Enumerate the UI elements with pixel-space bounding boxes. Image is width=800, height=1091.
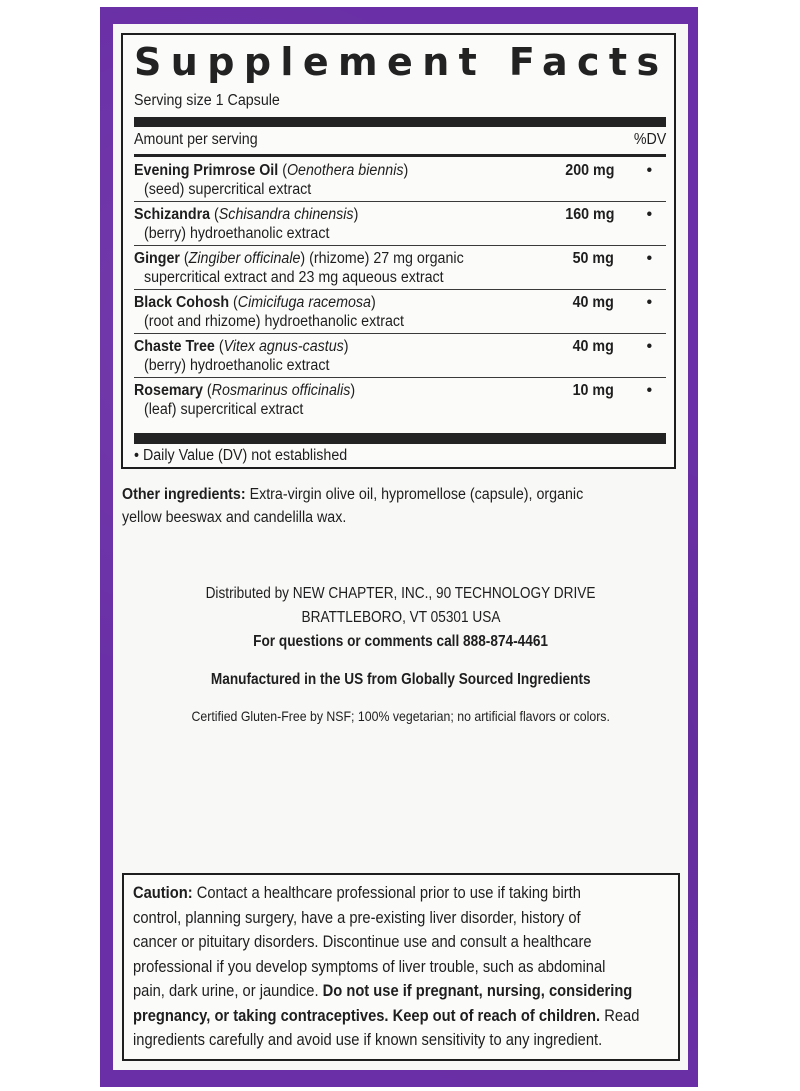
ingredient-dv: • <box>646 338 652 355</box>
divider-thick <box>134 117 666 127</box>
ingredient-dv: • <box>646 206 652 223</box>
ingredient-amount: 40 mg <box>572 294 614 311</box>
distributor-city: BRATTLEBORO, VT 05301 USA <box>301 609 500 626</box>
ingredient-name: Evening Primrose Oil <box>134 162 279 179</box>
other-ingredients <box>122 483 692 529</box>
ingredient-amount: 50 mg <box>572 250 614 267</box>
ingredient-desc: (seed) supercritical extract <box>144 181 312 198</box>
table-row: Evening Primrose Oil (Oenothera biennis) (seed) supercritical extract 200 mg • <box>134 158 666 202</box>
caution-line: Contact a healthcare professional prior to use if taking birth <box>192 883 581 902</box>
ingredient-latin: Schisandra chinensis <box>218 206 354 223</box>
ingredient-name: Black Cohosh <box>134 294 230 311</box>
table-row: Black Cohosh (Cimicifuga racemosa) (root and rhizome) hydroethanolic extract 40 mg • <box>134 290 666 334</box>
supplement-facts-table <box>121 33 676 469</box>
caution-line: control, planning surgery, have a pre-existing liver disorder, history of <box>133 907 581 927</box>
ingredient-amount: 40 mg <box>572 338 614 355</box>
ingredient-latin: Oenothera biennis <box>286 162 404 179</box>
ingredient-amount: 160 mg <box>564 206 614 223</box>
ingredient-name: Schizandra <box>134 206 211 223</box>
caution-text <box>133 881 673 1053</box>
divider-medium <box>134 154 666 157</box>
ingredient-name: Chaste Tree <box>134 338 215 355</box>
distributor-name: Distributed by NEW CHAPTER, INC., 90 TECHNOLOGY DRIVE <box>205 585 596 602</box>
other-ingredients-text: yellow beeswax and candelilla wax. <box>122 509 347 526</box>
divider-thick <box>134 433 666 444</box>
manufactured-line <box>113 670 688 690</box>
ingredient-amount: 10 mg <box>572 382 614 399</box>
contact-phone: For questions or comments call 888-874-4461 <box>253 633 548 650</box>
table-row: Schizandra (Schisandra chinensis) (berry) hydroethanolic extract 160 mg • <box>134 202 666 246</box>
caution-line: professional if you develop symptoms of liver trouble, such as abdominal <box>133 956 606 976</box>
other-ingredients-text: Extra-virgin olive oil, hypromellose (capsule), organic <box>245 486 584 503</box>
ingredient-desc: (root and rhizome) hydroethanolic extract <box>144 313 404 330</box>
serving-size: Serving size 1 Capsule <box>134 92 280 109</box>
ingredient-latin: Rosmarinus officinalis <box>211 382 351 399</box>
ingredient-name: Rosemary <box>134 382 203 399</box>
table-header <box>134 131 666 153</box>
ingredient-latin: Cimicifuga racemosa <box>237 294 371 311</box>
caution-line: Read <box>600 1005 640 1025</box>
ingredient-dv: • <box>646 382 652 399</box>
caution-box <box>122 873 680 1061</box>
dv-footnote: • Daily Value (DV) not established <box>134 447 348 464</box>
table-row: Chaste Tree (Vitex agnus-castus) (berry) hydroethanolic extract 40 mg • <box>134 334 666 378</box>
ingredient-dv: • <box>646 162 652 179</box>
contact-line <box>113 632 688 652</box>
certification-line <box>113 706 688 726</box>
ingredient-amount: 200 mg <box>564 162 614 179</box>
certification-text: Certified Gluten-Free by NSF; 100% vegetarian; no artificial flavors or colors. <box>191 708 610 724</box>
ingredient-desc: (berry) hydroethanolic extract <box>144 225 330 242</box>
facts-title: Supplement Facts <box>134 40 669 84</box>
amount-per-serving-header: Amount per serving <box>134 131 258 148</box>
caution-label: Caution: <box>133 883 193 902</box>
warning-bold: pregnancy, or taking contraceptives. Keep out of reach of children. <box>133 1005 601 1025</box>
ingredient-desc: supercritical extract and 23 mg aqueous extract <box>144 269 444 286</box>
dv-header: %DV <box>633 131 666 148</box>
ingredient-suffix: (rhizome) 27 mg organic <box>305 250 464 267</box>
ingredient-name: Ginger <box>134 250 180 267</box>
caution-line: ingredients carefully and avoid use if known sensitivity to any ingredient. <box>133 1030 603 1049</box>
ingredient-latin: Zingiber officinale <box>188 250 301 267</box>
table-row: Ginger (Zingiber officinale) (rhizome) 27 mg organic supercritical extract and 23 mg aqueous extract 50 mg • <box>134 246 666 290</box>
caution-line: pain, dark urine, or jaundice. <box>133 981 323 1000</box>
ingredient-rows <box>134 158 666 422</box>
distributor-line <box>113 584 688 604</box>
warning-bold: Do not use if pregnant, nursing, considering <box>322 981 633 1000</box>
caution-line: cancer or pituitary disorders. Discontinue use and consult a healthcare <box>133 932 592 951</box>
manufactured-text: Manufactured in the US from Globally Sourced Ingredients <box>210 671 591 688</box>
ingredient-dv: • <box>646 250 652 267</box>
distributor-address <box>113 608 688 628</box>
ingredient-latin: Vitex agnus-castus <box>223 338 344 355</box>
ingredient-desc: (berry) hydroethanolic extract <box>144 357 330 374</box>
ingredient-desc: (leaf) supercritical extract <box>144 401 304 418</box>
ingredient-dv: • <box>646 294 652 311</box>
other-ingredients-label: Other ingredients: <box>122 486 246 503</box>
table-row: Rosemary (Rosmarinus officinalis) (leaf) supercritical extract 10 mg • <box>134 382 652 418</box>
